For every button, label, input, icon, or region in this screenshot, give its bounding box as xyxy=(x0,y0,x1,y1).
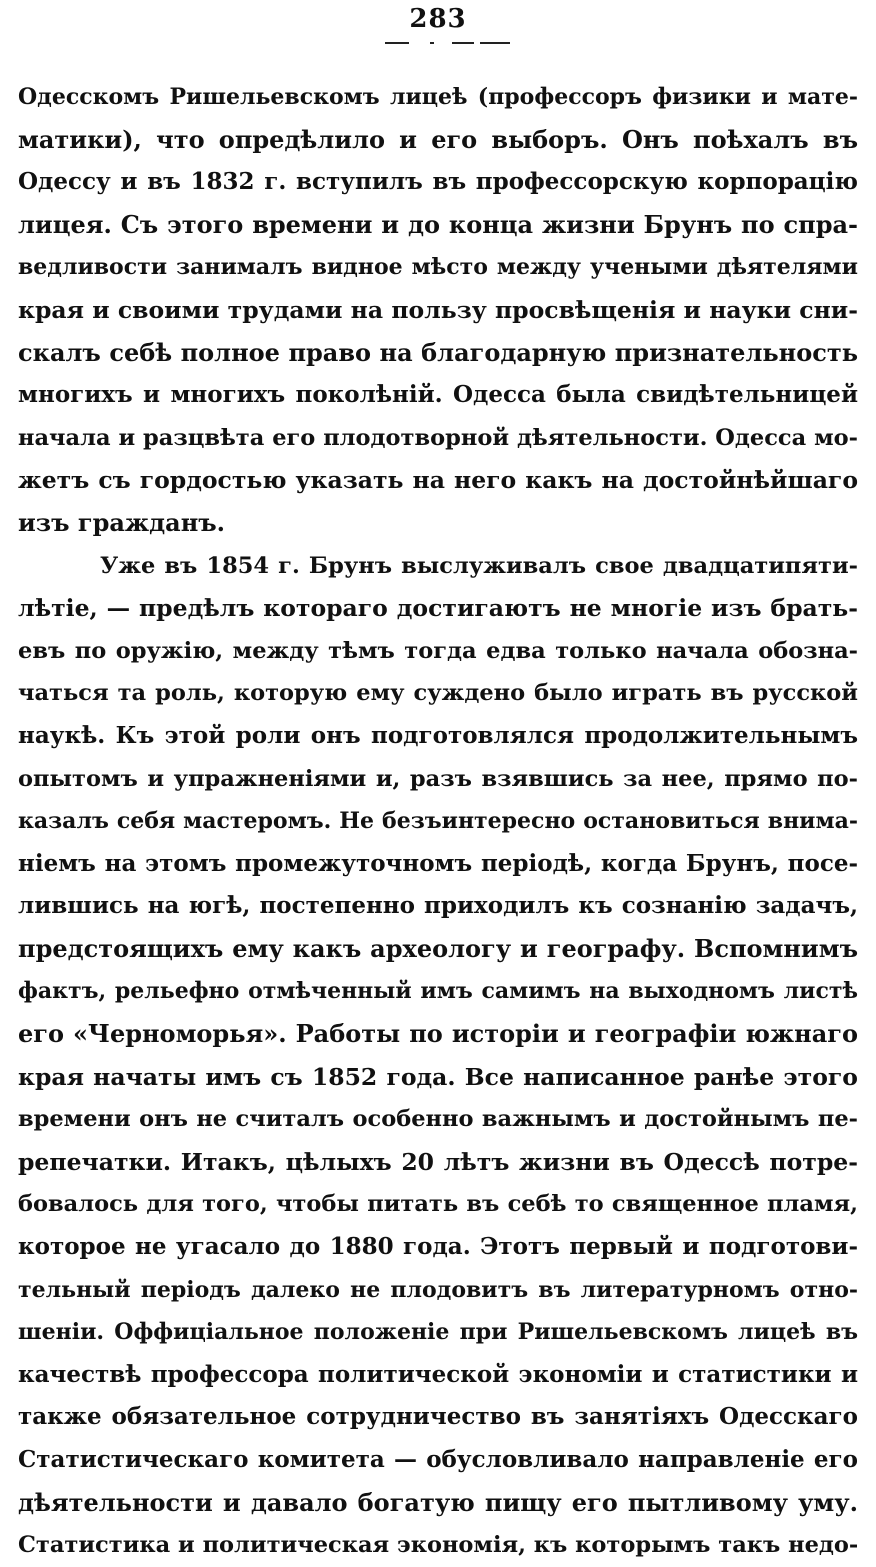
text-line: края и своими трудами на пользу просвѣщенія и науки сни- xyxy=(18,295,858,324)
text-line: евъ по оружію, между тѣмъ тогда едва только начала обозна- xyxy=(18,637,858,664)
text-line: казалъ себя мастеромъ. Не безъинтересно остановиться внима- xyxy=(18,808,858,835)
text-line: матики), что опредѣлило и его выборъ. Онъ поѣхалъ въ xyxy=(18,124,858,154)
text-line: скалъ себѣ полное право на благодарную признательность xyxy=(18,337,858,367)
text-line: лѣтіе, — предѣлъ котораго достигаютъ не многіе изъ брать- xyxy=(18,594,858,623)
text-line: Уже въ 1854 г. Брунъ выслуживалъ свое двадцатипяти- xyxy=(100,552,858,579)
text-line: многихъ и многихъ поколѣній. Одесса была свидѣтельницей xyxy=(18,381,858,409)
text-line: лившись на югѣ, постепенно приходилъ къ сознанію задачъ, xyxy=(18,892,858,920)
text-line: которое не угасало до 1880 года. Этотъ первый и подготови- xyxy=(18,1233,858,1261)
text-line: Одессу и въ 1832 г. вступилъ въ профессорскую корпорацію xyxy=(18,168,858,196)
text-line: его «Черноморья». Работы по исторіи и географіи южнаго xyxy=(18,1019,858,1049)
text-line: Статистика и политическая экономія, къ которымъ такъ недо- xyxy=(18,1532,858,1559)
paragraph-2 xyxy=(18,545,858,1567)
header-rule xyxy=(480,42,510,44)
text-line: наукѣ. Къ этой роли онъ подготовлялся продолжительнымъ xyxy=(18,721,858,749)
text-line: ніемъ на этомъ промежуточномъ періодѣ, когда Брунъ, посе- xyxy=(18,849,858,877)
text-line: качествѣ профессора политической экономіи и статистики и xyxy=(18,1360,858,1388)
text-line: предстоящихъ ему какъ археологу и географу. Вспомнимъ xyxy=(18,933,858,963)
text-line: Одесскомъ Ришельевскомъ лицеѣ (профессоръ физики и мате- xyxy=(18,84,858,110)
text-line: также обязательное сотрудничество въ занятіяхъ Одесскаго xyxy=(18,1403,858,1431)
text-line: лицея. Съ этого времени и до конца жизни Брунъ по спра- xyxy=(18,209,858,239)
text-line: бовалось для того, чтобы питать въ себѣ то священное пламя, xyxy=(18,1191,858,1218)
header-rule xyxy=(452,42,474,44)
body-text xyxy=(18,76,858,1567)
text-line: опытомъ и упражненіями и, разъ взявшись за нее, прямо по- xyxy=(18,765,858,792)
text-line: начала и разцвѣта его плодотворной дѣятельности. Одесса мо- xyxy=(18,424,858,451)
text-line: Статистическаго комитета — обусловливало направленіе его xyxy=(18,1446,858,1473)
header-rule xyxy=(385,42,409,44)
text-line: репечатки. Итакъ, цѣлыхъ 20 лѣтъ жизни въ Одессѣ потре- xyxy=(18,1147,858,1176)
text-line: чаться та роль, которую ему суждено было играть въ русской xyxy=(18,680,858,707)
text-line: жетъ съ гордостью указать на него какъ на достойнѣйшаго xyxy=(18,466,858,495)
page-number: 283 xyxy=(409,4,467,34)
text-line: времени онъ не считалъ особенно важнымъ и достойнымъ пе- xyxy=(18,1106,858,1133)
header-rule xyxy=(430,42,434,44)
text-line: шеніи. Оффиціальное положеніе при Ришельевскомъ лицеѣ въ xyxy=(18,1319,858,1346)
paragraph-1 xyxy=(18,76,858,545)
text-line: края начаты имъ съ 1852 года. Все написанное ранѣе этого xyxy=(18,1062,858,1091)
text-line: ведливости занималъ видное мѣсто между учеными дѣятелями xyxy=(18,254,858,281)
text-line: тельный періодъ далеко не плодовитъ въ литературномъ отно- xyxy=(18,1276,858,1303)
text-line: дѣятельности и давало богатую пищу его пытливому уму. xyxy=(18,1487,858,1517)
text-line: фактъ, рельефно отмѣченный имъ самимъ на выходномъ листѣ xyxy=(18,978,858,1005)
text-line: изъ гражданъ. xyxy=(18,507,226,537)
